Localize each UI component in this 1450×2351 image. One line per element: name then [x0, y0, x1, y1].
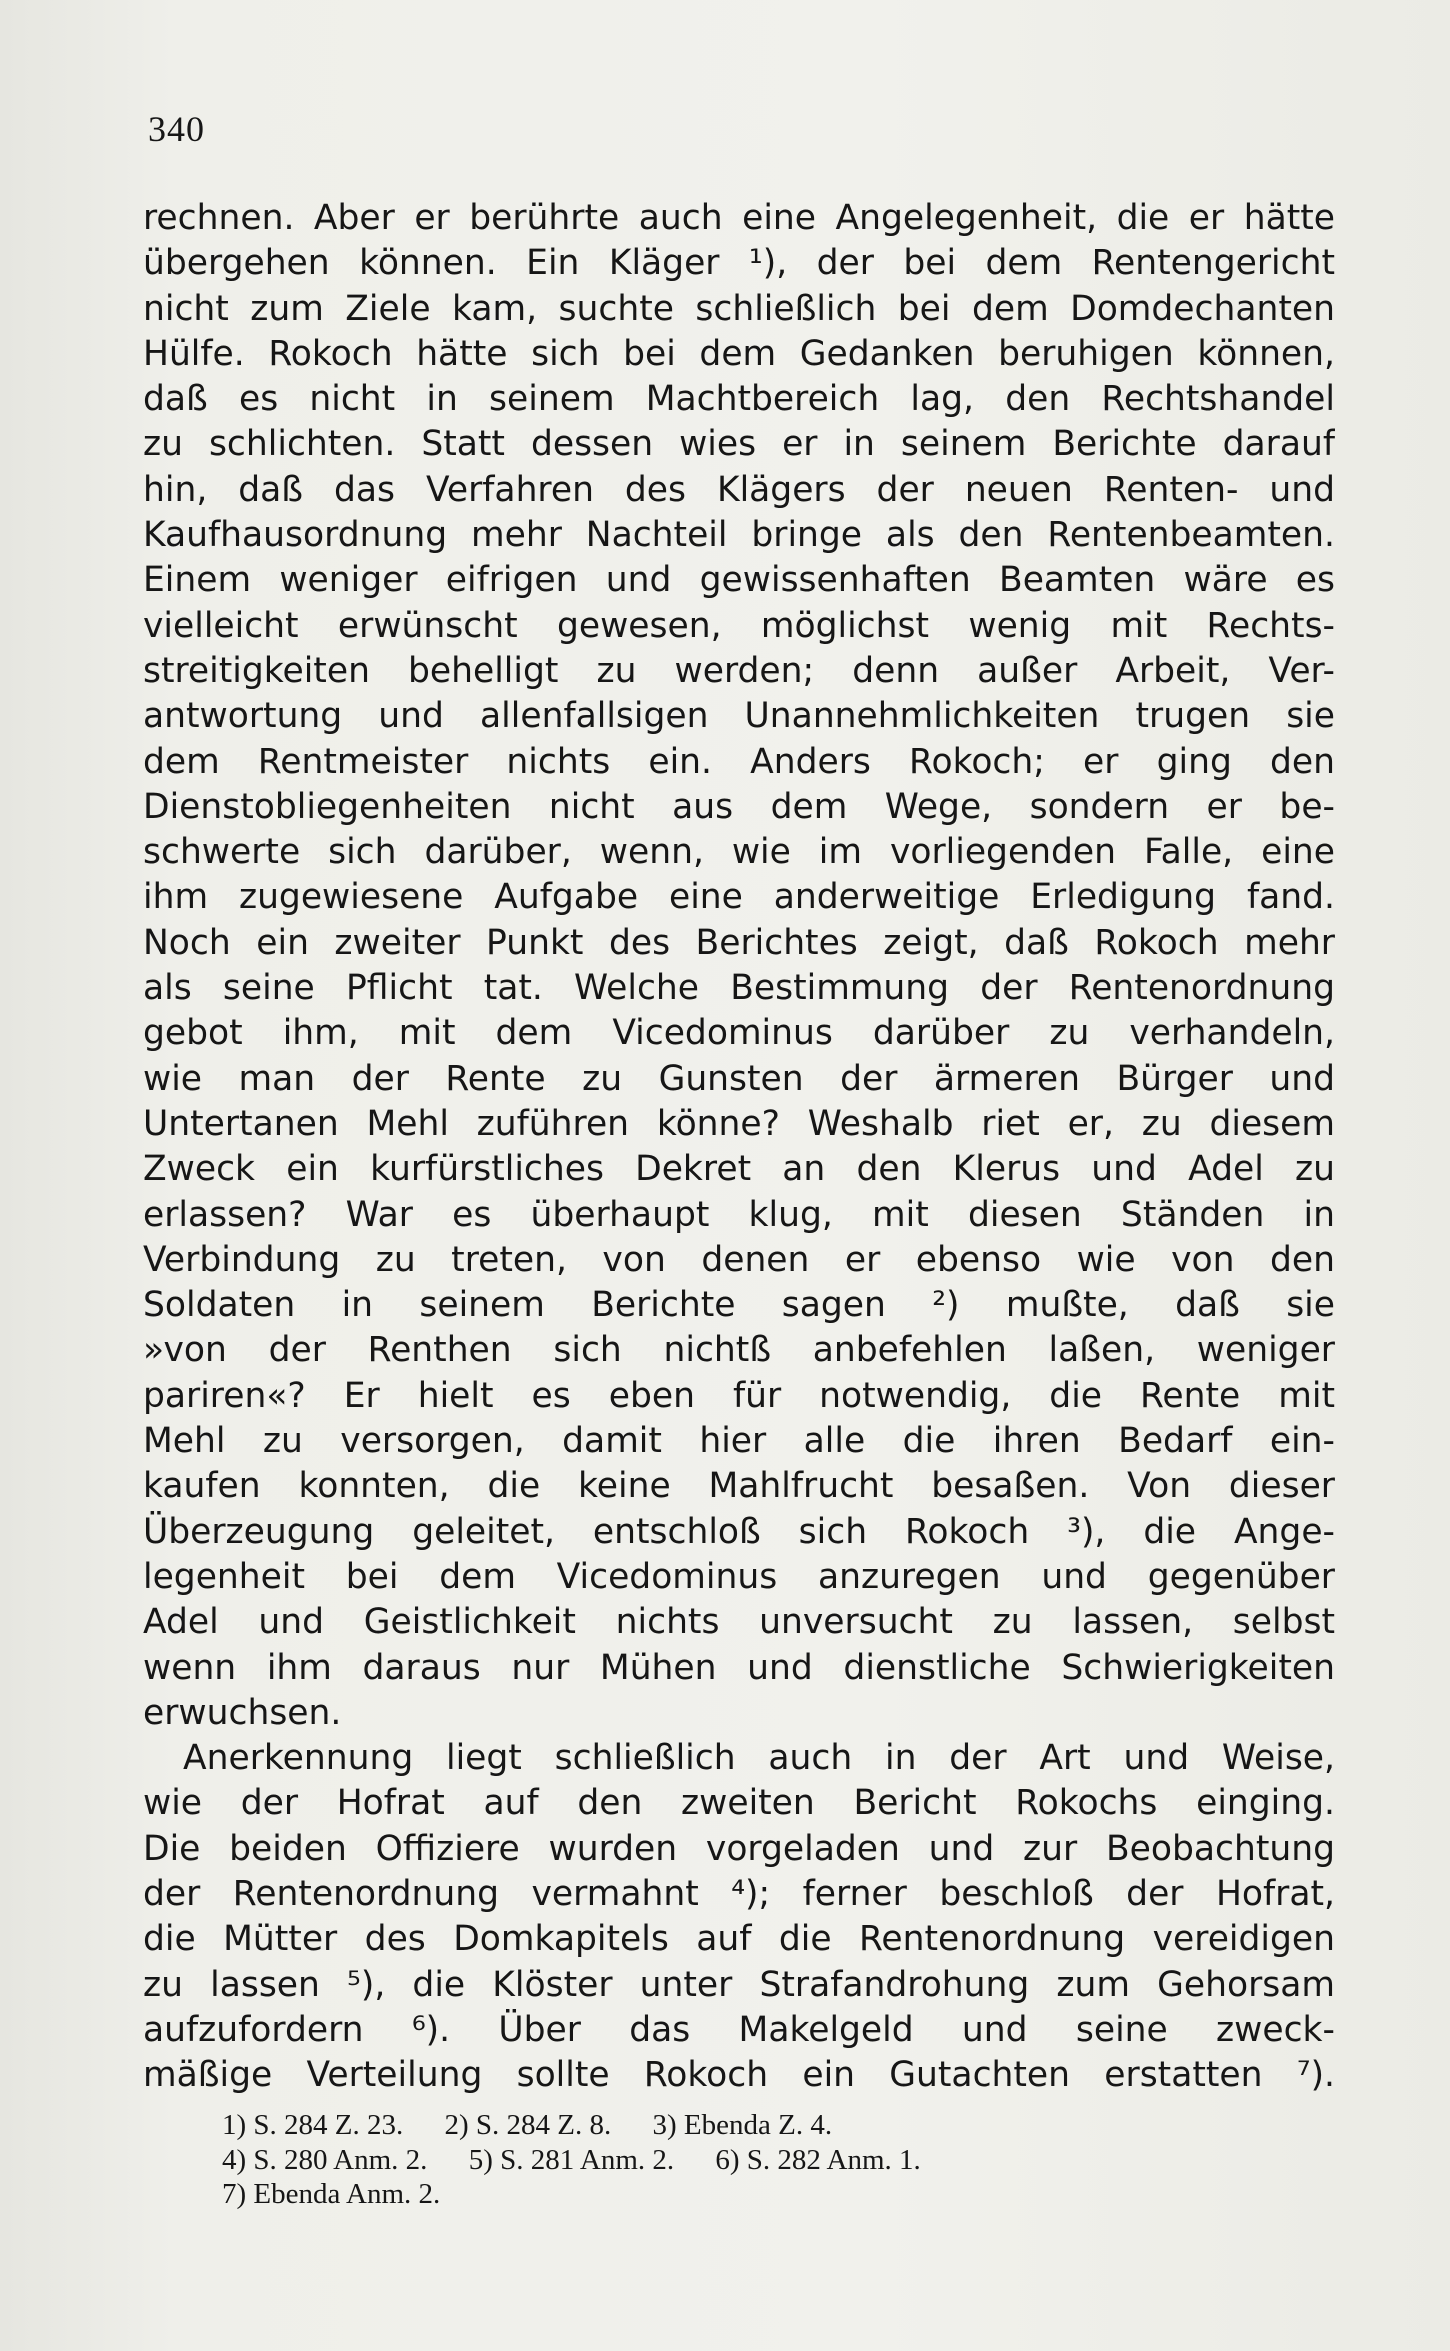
footnote: 1) S. 284 Z. 23. [222, 2109, 404, 2141]
text-line: Anerkennung liegt schließlich auch in der Art und Weise, [183, 1738, 1335, 1779]
footnotes [222, 2108, 955, 2212]
text-line: Zweck ein kurfürstliches Dekret an den Klerus und Adel zu [143, 1149, 1335, 1190]
text-line: Die beiden Offiziere wurden vorgeladen und zur Beobachtung [143, 1828, 1335, 1869]
text-line: »von der Renthen sich nichtß anbefehlen laßen, weniger [143, 1330, 1335, 1371]
text-line: kaufen konnten, die keine Mahlfrucht besaßen. Von dieser [143, 1466, 1335, 1507]
text-line: übergehen können. Ein Kläger ¹), der bei dem Rentengericht [143, 243, 1335, 284]
text-line: Kaufhausordnung mehr Nachteil bringe als den Rentenbeamten. [143, 515, 1335, 556]
text-line: streitigkeiten behelligt zu werden; denn außer Arbeit, Ver- [143, 650, 1335, 691]
text-line: zu schlichten. Statt dessen wies er in seinem Berichte darauf [143, 424, 1335, 465]
text-line: daß es nicht in seinem Machtbereich lag, den Rechtshandel [143, 379, 1335, 420]
text-line: Mehl zu versorgen, damit hier alle die ihren Bedarf ein- [143, 1421, 1335, 1462]
text-line: zu lassen ⁵), die Klöster unter Strafandrohung zum Gehorsam [143, 1964, 1335, 2005]
text-line: nicht zum Ziele kam, suchte schließlich bei dem Domdechanten [143, 288, 1335, 329]
text-line: wie man der Rente zu Gunsten der ärmeren Bürger und [143, 1058, 1335, 1099]
text-line: Adel und Geistlichkeit nichts unversucht zu lassen, selbst [143, 1602, 1335, 1643]
footnote: 2) S. 284 Z. 8. [444, 2109, 612, 2141]
text-line: gebot ihm, mit dem Vicedominus darüber zu verhandeln, [143, 1013, 1335, 1054]
text-line: Hülfe. Rokoch hätte sich bei dem Gedanken beruhigen können, [143, 333, 1335, 374]
text-line: Einem weniger eifrigen und gewissenhaften Beamten wäre es [143, 560, 1335, 601]
footnote-row [222, 2143, 955, 2178]
text-line: Verbindung zu treten, von denen er ebenso wie von den [143, 1239, 1335, 1280]
text-line: pariren«? Er hielt es eben für notwendig, die Rente mit [143, 1375, 1335, 1416]
text-line: erlassen? War es überhaupt klug, mit diesen Ständen in [143, 1194, 1335, 1235]
text-line: wenn ihm daraus nur Mühen und dienstliche Schwierigkeiten [143, 1647, 1335, 1688]
text-line: als seine Pflicht tat. Welche Bestimmung der Rentenordnung [143, 968, 1335, 1009]
text-line: der Rentenordnung vermahnt ⁴); ferner beschloß der Hofrat, [143, 1873, 1335, 1914]
text-line: schwerte sich darüber, wenn, wie im vorliegenden Falle, eine [143, 832, 1335, 873]
text-line: Untertanen Mehl zuführen könne? Weshalb riet er, zu diesem [143, 1103, 1335, 1144]
text-line: aufzufordern ⁶). Über das Makelgeld und seine zweck- [143, 2009, 1335, 2050]
text-line: hin, daß das Verfahren des Klägers der neuen Renten- und [143, 469, 1335, 510]
footnote-row [222, 2108, 955, 2143]
text-line: die Mütter des Domkapitels auf die Rentenordnung vereidigen [143, 1919, 1335, 1960]
text-line: Dienstobliegenheiten nicht aus dem Wege, sondern er be- [143, 786, 1335, 827]
text-line: Soldaten in seinem Berichte sagen ²) mußte, daß sie [143, 1285, 1335, 1326]
text-line: dem Rentmeister nichts ein. Anders Rokoch; er ging den [143, 741, 1335, 782]
text-line: wie der Hofrat auf den zweiten Bericht Rokochs einging. [143, 1783, 1335, 1824]
text-line: rechnen. Aber er berührte auch eine Angelegenheit, die er hätte [143, 198, 1335, 238]
footnote-row [222, 2177, 955, 2212]
text-line: mäßige Verteilung sollte Rokoch ein Gutachten erstatten ⁷). [143, 2055, 1335, 2096]
page-number: 340 [148, 109, 205, 149]
footnote: 5) S. 281 Anm. 2. [468, 2143, 675, 2176]
text-line: Noch ein zweiter Punkt des Berichtes zeigt, daß Rokoch mehr [143, 922, 1335, 963]
footnote: 4) S. 280 Anm. 2. [222, 2143, 428, 2176]
text-line: vielleicht erwünscht gewesen, möglichst wenig mit Rechts- [143, 605, 1335, 646]
footnote: 7) Ebenda Anm. 2. [222, 2178, 441, 2210]
text-line: erwuchsen. [143, 1692, 342, 1733]
text-line: Überzeugung geleitet, entschloß sich Rokoch ³), die Ange- [143, 1511, 1335, 1552]
text-line: antwortung und allenfallsigen Unannehmlichkeiten trugen sie [143, 696, 1335, 737]
body-text [143, 196, 1335, 2098]
text-line: legenheit bei dem Vicedominus anzuregen und gegenüber [143, 1556, 1335, 1597]
footnote: 6) S. 282 Anm. 1. [715, 2143, 921, 2176]
footnote: 3) Ebenda Z. 4. [652, 2109, 833, 2141]
text-line: ihm zugewiesene Aufgabe eine anderweitige Erledigung fand. [143, 877, 1335, 918]
